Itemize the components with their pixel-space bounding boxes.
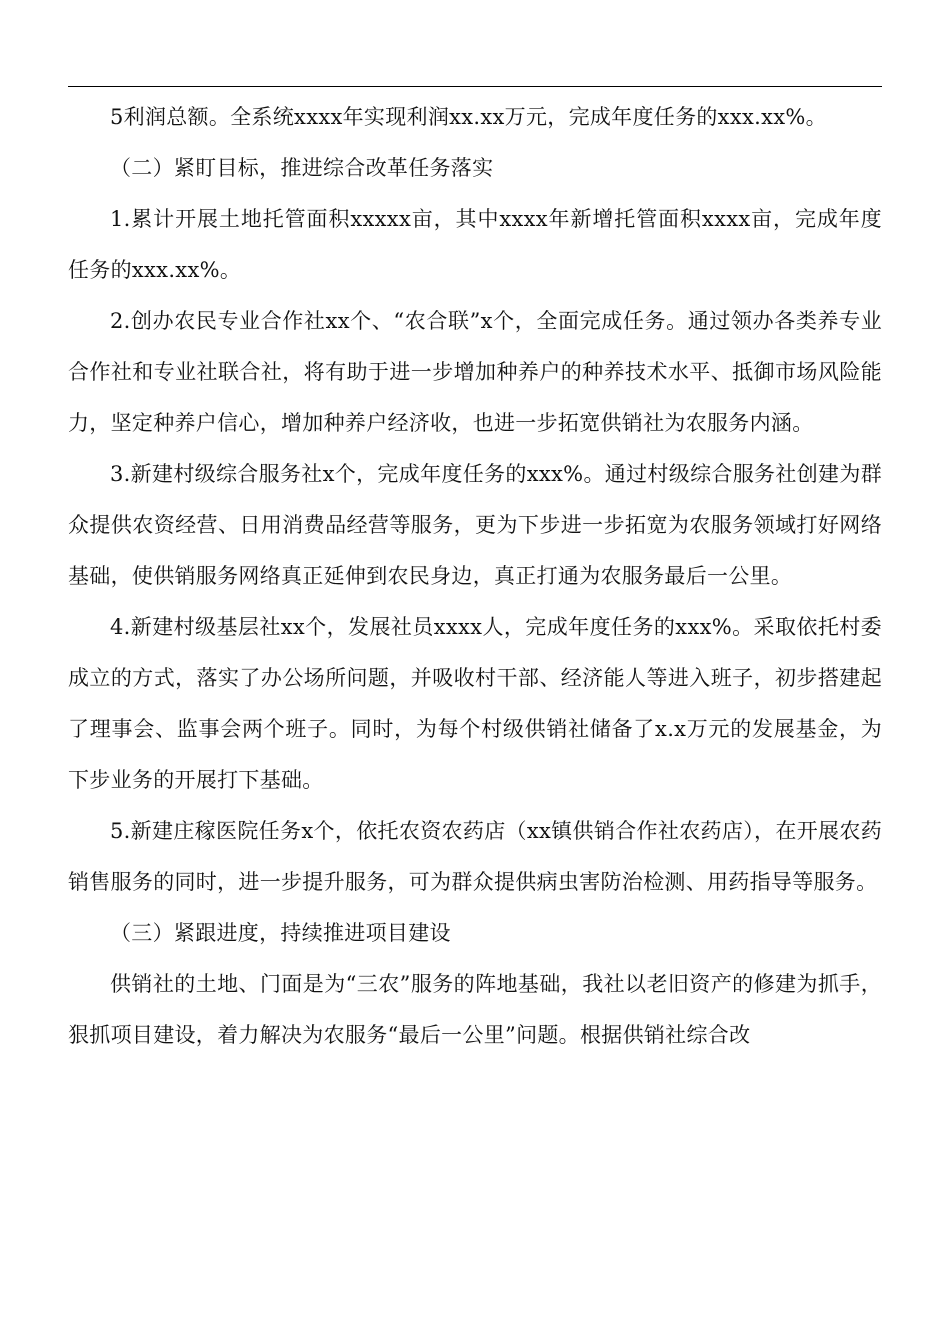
section-heading-3: （三）紧跟进度，持续推进项目建设 [110,921,451,945]
paragraph-item-3: 3.新建村级综合服务社x个，完成年度任务的xxx%。通过村级综合服务社创建为群众提供农资经营、日用消费品经营等服务，更为下步进一步拓宽为农服务领域打好网络基础，使供销服务网络真正延伸到农民身边，真正打通为农服务最后一公里。 [68,462,882,588]
paragraph-item-4: 4.新建村级基层社xx个，发展社员xxxx人，完成年度任务的xxx%。采取依托村委成立的方式，落实了办公场所问题，并吸收村干部、经济能人等进入班子，初步搭建起了理事会、监事会两个班子。同时，为每个村级供销社储备了x.x万元的发展基金，为下步业务的开展打下基础。 [68,615,882,792]
paragraph-item-5: 5.新建庄稼医院任务x个，依托农资农药店（xx镇供销合作社农药店），在开展农药销售服务的同时，进一步提升服务，可为群众提供病虫害防治检测、用药指导等服务。 [68,819,882,894]
paragraph-profit-total: 5利润总额。全系统xxxx年实现利润xx.xx万元，完成年度任务的xxx.xx%。 [110,105,827,129]
paragraph-item-2: 2.创办农民专业合作社xx个、“农合联”x个，全面完成任务。通过领办各类养专业合作社和专业社联合社，将有助于进一步增加种养户的种养技术水平、抵御市场风险能力，坚定种养户信心，增加种养户经济收，也进一步拓宽供销社为农服务内涵。 [68,309,882,435]
paragraph-project-construction: 供销社的土地、门面是为“三农”服务的阵地基础，我社以老旧资产的修建为抓手，狠抓项目建设，着力解决为农服务“最后一公里”问题。根据供销社综合改 [68,972,882,1047]
document-body [68,92,882,1061]
section-heading-2: （二）紧盯目标，推进综合改革任务落实 [110,156,494,180]
header-rule [68,86,882,87]
paragraph-item-1: 1.累计开展土地托管面积xxxxx亩，其中xxxx年新增托管面积xxxx亩，完成年度任务的xxx.xx%。 [68,207,882,282]
